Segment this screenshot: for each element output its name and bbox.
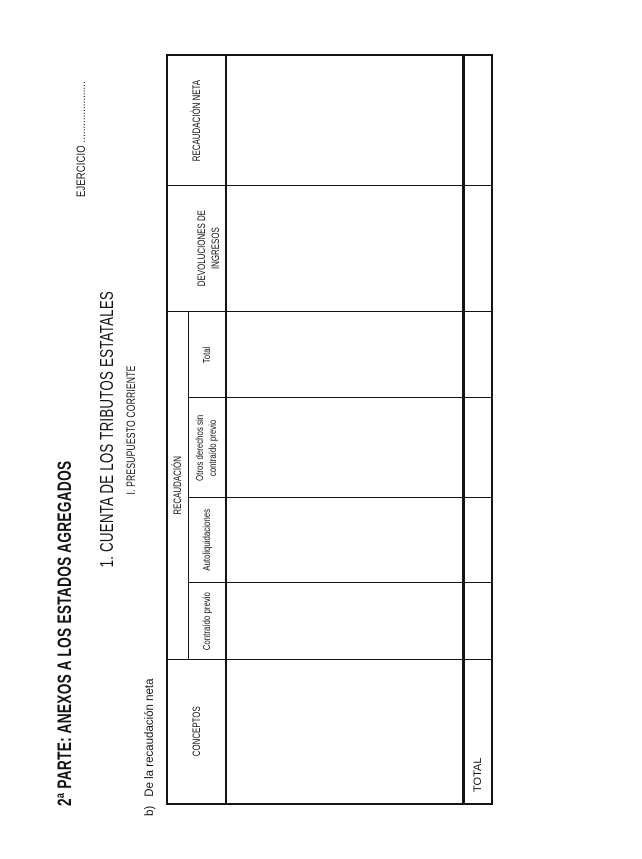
body-cell-total xyxy=(227,311,465,397)
total-cell-contraido-previo xyxy=(465,582,491,659)
header-group-recaudacion xyxy=(168,311,189,659)
body-cell-otros-derechos xyxy=(227,397,465,497)
total-row-label: TOTAL xyxy=(472,757,484,792)
header-contraido-previo xyxy=(189,582,227,659)
item-text: De la recaudación neta xyxy=(144,678,156,797)
body-cell-contraido-previo xyxy=(227,582,465,659)
header-devoluciones-line1: DEVOLUCIONES DE xyxy=(196,210,209,287)
header-devoluciones-line2: INGRESOS xyxy=(209,227,222,270)
section-title-text: 1. CUENTA DE LOS TRIBUTOS ESTATALES xyxy=(97,291,117,568)
header-contraido-previo-label: Contraído previo xyxy=(201,591,213,651)
item-b-line xyxy=(144,678,156,816)
header-total-column-label: Total xyxy=(201,346,213,363)
header-otros-derechos-line2: contraído previo xyxy=(207,419,219,476)
ejercicio-dotted-field: EJERCICIO ...................... xyxy=(76,81,88,197)
total-cell-total xyxy=(465,311,491,397)
total-cell-devoluciones xyxy=(465,185,491,311)
total-cell-recaudacion-neta xyxy=(465,56,491,185)
header-autoliquidaciones xyxy=(189,497,227,582)
header-devoluciones xyxy=(168,185,227,311)
header-autoliquidaciones-label: Autoliquidaciones xyxy=(201,509,213,571)
total-cell-autoliquidaciones xyxy=(465,497,491,582)
header-total-column xyxy=(189,311,227,397)
body-cell-devoluciones xyxy=(227,185,465,311)
total-cell-otros-derechos xyxy=(465,397,491,497)
section-title xyxy=(97,0,118,859)
header-recaudacion-neta-label: RECAUDACIÓN NETA xyxy=(190,79,203,162)
part-title: 2ª PARTE: ANEXOS A LOS ESTADOS AGREGADOS xyxy=(55,460,76,806)
header-devoluciones-label xyxy=(196,210,222,286)
header-conceptos-label: CONCEPTOS xyxy=(190,706,203,757)
header-group-recaudacion-label: RECAUDACIÓN xyxy=(172,456,184,515)
header-otros-derechos-line1: Otros derechos sin xyxy=(194,414,207,481)
header-otros-derechos-label xyxy=(194,414,219,480)
total-row-label-cell xyxy=(465,659,491,803)
header-recaudacion-neta xyxy=(168,56,227,185)
header-conceptos xyxy=(168,659,227,803)
recaudacion-neta-table xyxy=(166,54,493,805)
subsection-title xyxy=(126,0,138,859)
header-otros-derechos xyxy=(189,397,227,497)
body-cell-conceptos xyxy=(227,659,465,803)
item-letter: b) xyxy=(144,805,156,816)
subsection-title-text: I. PRESUPUESTO CORRIENTE xyxy=(126,365,138,495)
body-cell-recaudacion-neta xyxy=(227,56,465,185)
body-cell-autoliquidaciones xyxy=(227,497,465,582)
